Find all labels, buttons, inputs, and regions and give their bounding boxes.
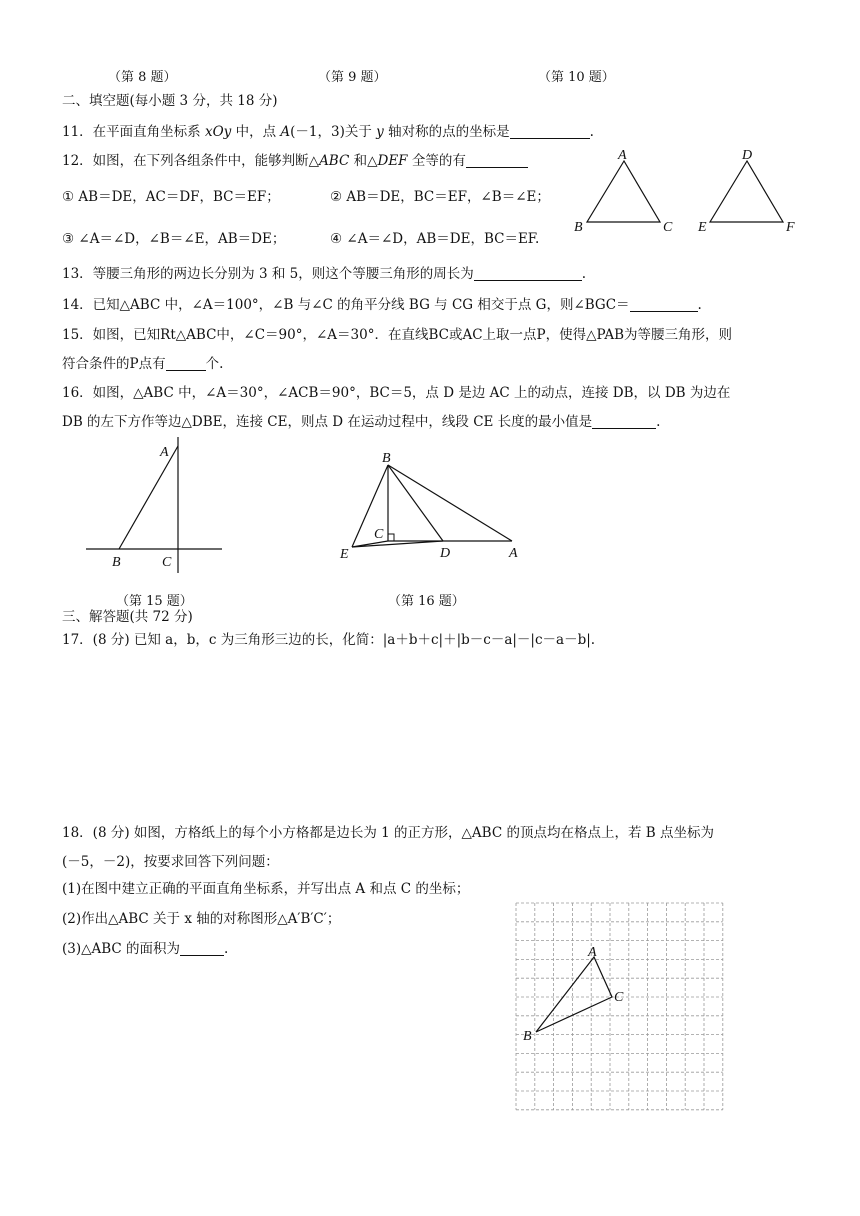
fig16-label-e: E [340,547,349,562]
q11-text-post: 轴对称的点的坐标是 [383,124,510,140]
q11-var-y: y [376,124,384,140]
q18-part3-end: . [224,941,229,957]
fig16-label-a: A [509,546,518,561]
q12-condition-4: ④ ∠A＝∠D，AB＝DE，BC＝EF. [330,231,540,247]
q13-end: . [581,266,587,282]
question-18-part1: (1)在图中建立正确的平面直角坐标系，并写出点 A 和点 C 的坐标； [62,881,470,897]
q14-end: . [697,297,702,313]
q16-end: . [656,414,661,430]
q12-condition-2: ② AB＝DE，BC＝EF，∠B＝∠E； [330,189,550,205]
label-a: A [618,148,627,163]
q13-text: 13．等腰三角形的两边长分别为 3 和 5，则这个等腰三角形的周长为 [62,266,474,282]
question-18-line2: (－5，－2)，按要求回答下列问题： [62,854,279,870]
q12-text-pre: 12．如图，在下列各组条件中，能够判断△ [62,153,320,169]
q14-text: 14．已知△ABC 中，∠A＝100°，∠B 与∠C 的角平分线 BG 与 CG 相交于点 G，则∠BGC＝ [62,297,630,313]
fig18-label-a: A [588,945,597,960]
q12-text-post: 全等的有 [407,153,466,169]
label-b: B [574,220,583,235]
caption-q8: （第 8 题） [108,70,177,85]
question-18-part2: (2)作出△ABC 关于 x 轴的对称图形△A′B′C′； [62,911,341,927]
grid-lines [516,903,723,1110]
q11-text-pre: 11．在平面直角坐标系 [62,124,205,140]
q12-text-and: 和△ [349,153,378,169]
q11-var-a: A [280,124,291,140]
fig18-label-b: B [523,1029,532,1044]
fig16-label-c: C [374,527,384,542]
q12-condition-1: ① AB＝DE，AC＝DF，BC＝EF； [62,189,280,205]
fig15-label-a: A [160,445,169,460]
question-18-line1: 18．(8 分) 如图，方格纸上的每个小方格都是边长为 1 的正方形，△ABC 的顶点均在格点上，若 B 点坐标为 [62,825,714,841]
caption-q15: （第 15 题） [116,594,193,609]
q18-part3-text: (3)△ABC 的面积为 [62,941,181,957]
q16-text: DB 的左下方作等边△DBE，连接 CE，则点 D 在运动过程中，线段 CE 长度的最小值是 [62,414,593,430]
q15-end: 个. [205,356,224,372]
q12-condition-3: ③ ∠A＝∠D，∠B＝∠E，AB＝DE； [62,231,286,247]
fig18-label-c: C [614,990,624,1005]
question-16-line1: 16．如图，△ABC 中，∠A＝30°，∠ACB＝90°，BC＝5，点 D 是边 AC 上的动点，连接 DB，以 DB 为边在 [62,385,731,401]
question-15-line1: 15．如图，已知Rt△ABC中，∠C＝90°，∠A＝30°．在直线BC或AC上取一点P，使得△PAB为等腰三角形，则 [62,327,733,343]
section2-heading: 二、填空题(每小题 3 分，共 18 分) [62,93,278,109]
fig16-label-b: B [382,451,391,466]
caption-q10: （第 10 题） [538,70,615,85]
q11-text-mid: 中，点 [231,124,281,140]
fig15-label-b: B [112,555,121,570]
q15-text: 符合条件的P点有 [62,356,166,372]
label-f: F [786,220,795,235]
label-e: E [698,220,707,235]
fig16-label-d: D [440,546,451,561]
fig15-label-c: C [162,555,172,570]
q11-text-coord: (－1，3)关于 [290,124,377,140]
caption-q16: （第 16 题） [388,594,465,609]
q12-var-def: DEF [377,153,408,169]
section3-heading: 三、解答题(共 72 分) [62,609,193,625]
question-17: 17．(8 分) 已知 a，b，c 为三角形三边的长，化简：|a＋b＋c|＋|b－c－a|－|c－a－b|. [62,632,596,648]
q11-end: . [589,124,594,140]
label-d: D [742,148,753,163]
fig18-triangle [523,945,624,1044]
caption-q9: （第 9 题） [318,70,387,85]
q11-var-xoy: xOy [204,124,232,140]
q12-var-abc: ABC [319,153,350,169]
label-c: C [663,220,673,235]
